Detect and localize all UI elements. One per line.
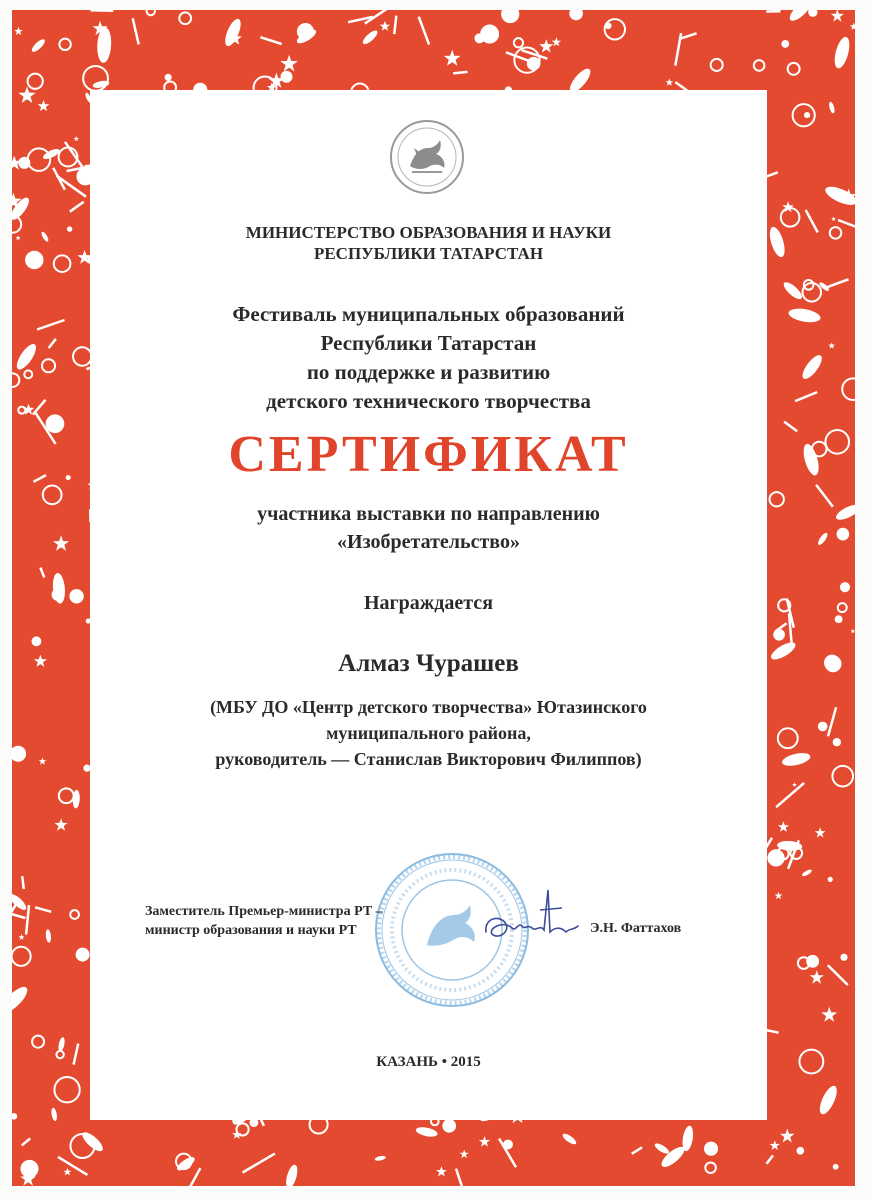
ornament-circle bbox=[806, 955, 819, 968]
ornament-circle bbox=[31, 636, 41, 646]
ministry-line-2: РЕСПУБЛИКИ ТАТАРСТАН bbox=[313, 244, 544, 263]
ornament-circle bbox=[781, 40, 789, 48]
ornament-circle bbox=[527, 57, 541, 71]
signature-icon bbox=[478, 880, 588, 960]
ornament-arrow bbox=[91, 10, 114, 11]
ornament-circle bbox=[828, 877, 833, 882]
festival-line-2: Республики Татарстан bbox=[320, 331, 537, 355]
ornament-circle bbox=[825, 655, 842, 672]
festival-line-1: Фестиваль муниципальных образований bbox=[232, 302, 625, 326]
signer-position-line-1: Заместитель Премьер-министра РТ – bbox=[145, 904, 383, 919]
organization-line-2: муниципального района, bbox=[326, 723, 531, 743]
ornament-circle bbox=[796, 1147, 804, 1155]
ornament-circle bbox=[69, 589, 83, 603]
ornament-circle bbox=[25, 251, 43, 269]
ornament-circle bbox=[833, 1164, 839, 1170]
festival-line-3: по поддержке и развитию bbox=[306, 360, 551, 384]
signer-position bbox=[145, 902, 383, 940]
signer-position-line-2: министр образования и науки РТ bbox=[145, 923, 357, 938]
ornament-circle bbox=[804, 112, 810, 118]
ornament-circle bbox=[46, 414, 65, 433]
ornament-circle bbox=[840, 582, 850, 592]
ornament-circle bbox=[773, 629, 785, 641]
ornament-circle bbox=[835, 615, 843, 623]
ornament-circle bbox=[840, 954, 847, 961]
recipient-name: Алмаз Чурашев bbox=[338, 650, 519, 677]
awarded-label: Награждается bbox=[363, 592, 494, 614]
ornament-circle bbox=[67, 226, 72, 231]
place-and-year: КАЗАНЬ • 2015 bbox=[376, 1054, 481, 1070]
ornament-circle bbox=[442, 1119, 456, 1133]
ornament-circle bbox=[837, 528, 850, 541]
ornament-arrow bbox=[22, 876, 24, 889]
signer-name: Э.Н. Фаттахов bbox=[590, 921, 682, 936]
ornament-circle bbox=[18, 157, 30, 169]
ornament-circle bbox=[833, 738, 841, 746]
ornament-circle bbox=[165, 74, 172, 81]
tatarstan-emblem-icon bbox=[388, 118, 466, 196]
ornament-circle bbox=[66, 475, 71, 480]
ministry-line-1: МИНИСТЕРСТВО ОБРАЗОВАНИЯ И НАУКИ bbox=[245, 223, 612, 242]
ornament-circle bbox=[704, 1142, 718, 1156]
festival-title bbox=[90, 300, 767, 416]
ornament-circle bbox=[76, 948, 90, 962]
certificate-subtitle bbox=[90, 500, 767, 556]
certificate-title: СЕРТИФИКАТ bbox=[228, 426, 629, 483]
subtitle-line-1: участника выставки по направлению bbox=[257, 503, 600, 525]
ornament-circle bbox=[818, 722, 828, 732]
recipient-organization bbox=[90, 694, 767, 772]
ornament-circle bbox=[767, 849, 784, 866]
organization-line-3: руководитель — Станислав Викторович Филиппов) bbox=[215, 749, 642, 769]
subtitle-line-2: «Изобретательство» bbox=[337, 531, 520, 553]
ornament-arrow bbox=[453, 72, 467, 74]
ornament-circle bbox=[281, 71, 293, 83]
ministry-heading bbox=[90, 222, 767, 264]
festival-line-4: детского технического творчества bbox=[266, 389, 591, 413]
organization-line-1: (МБУ ДО «Центр детского творчества» Ютазинского bbox=[210, 697, 647, 717]
ornament-circle bbox=[480, 25, 499, 44]
ornament-circle bbox=[52, 589, 64, 601]
